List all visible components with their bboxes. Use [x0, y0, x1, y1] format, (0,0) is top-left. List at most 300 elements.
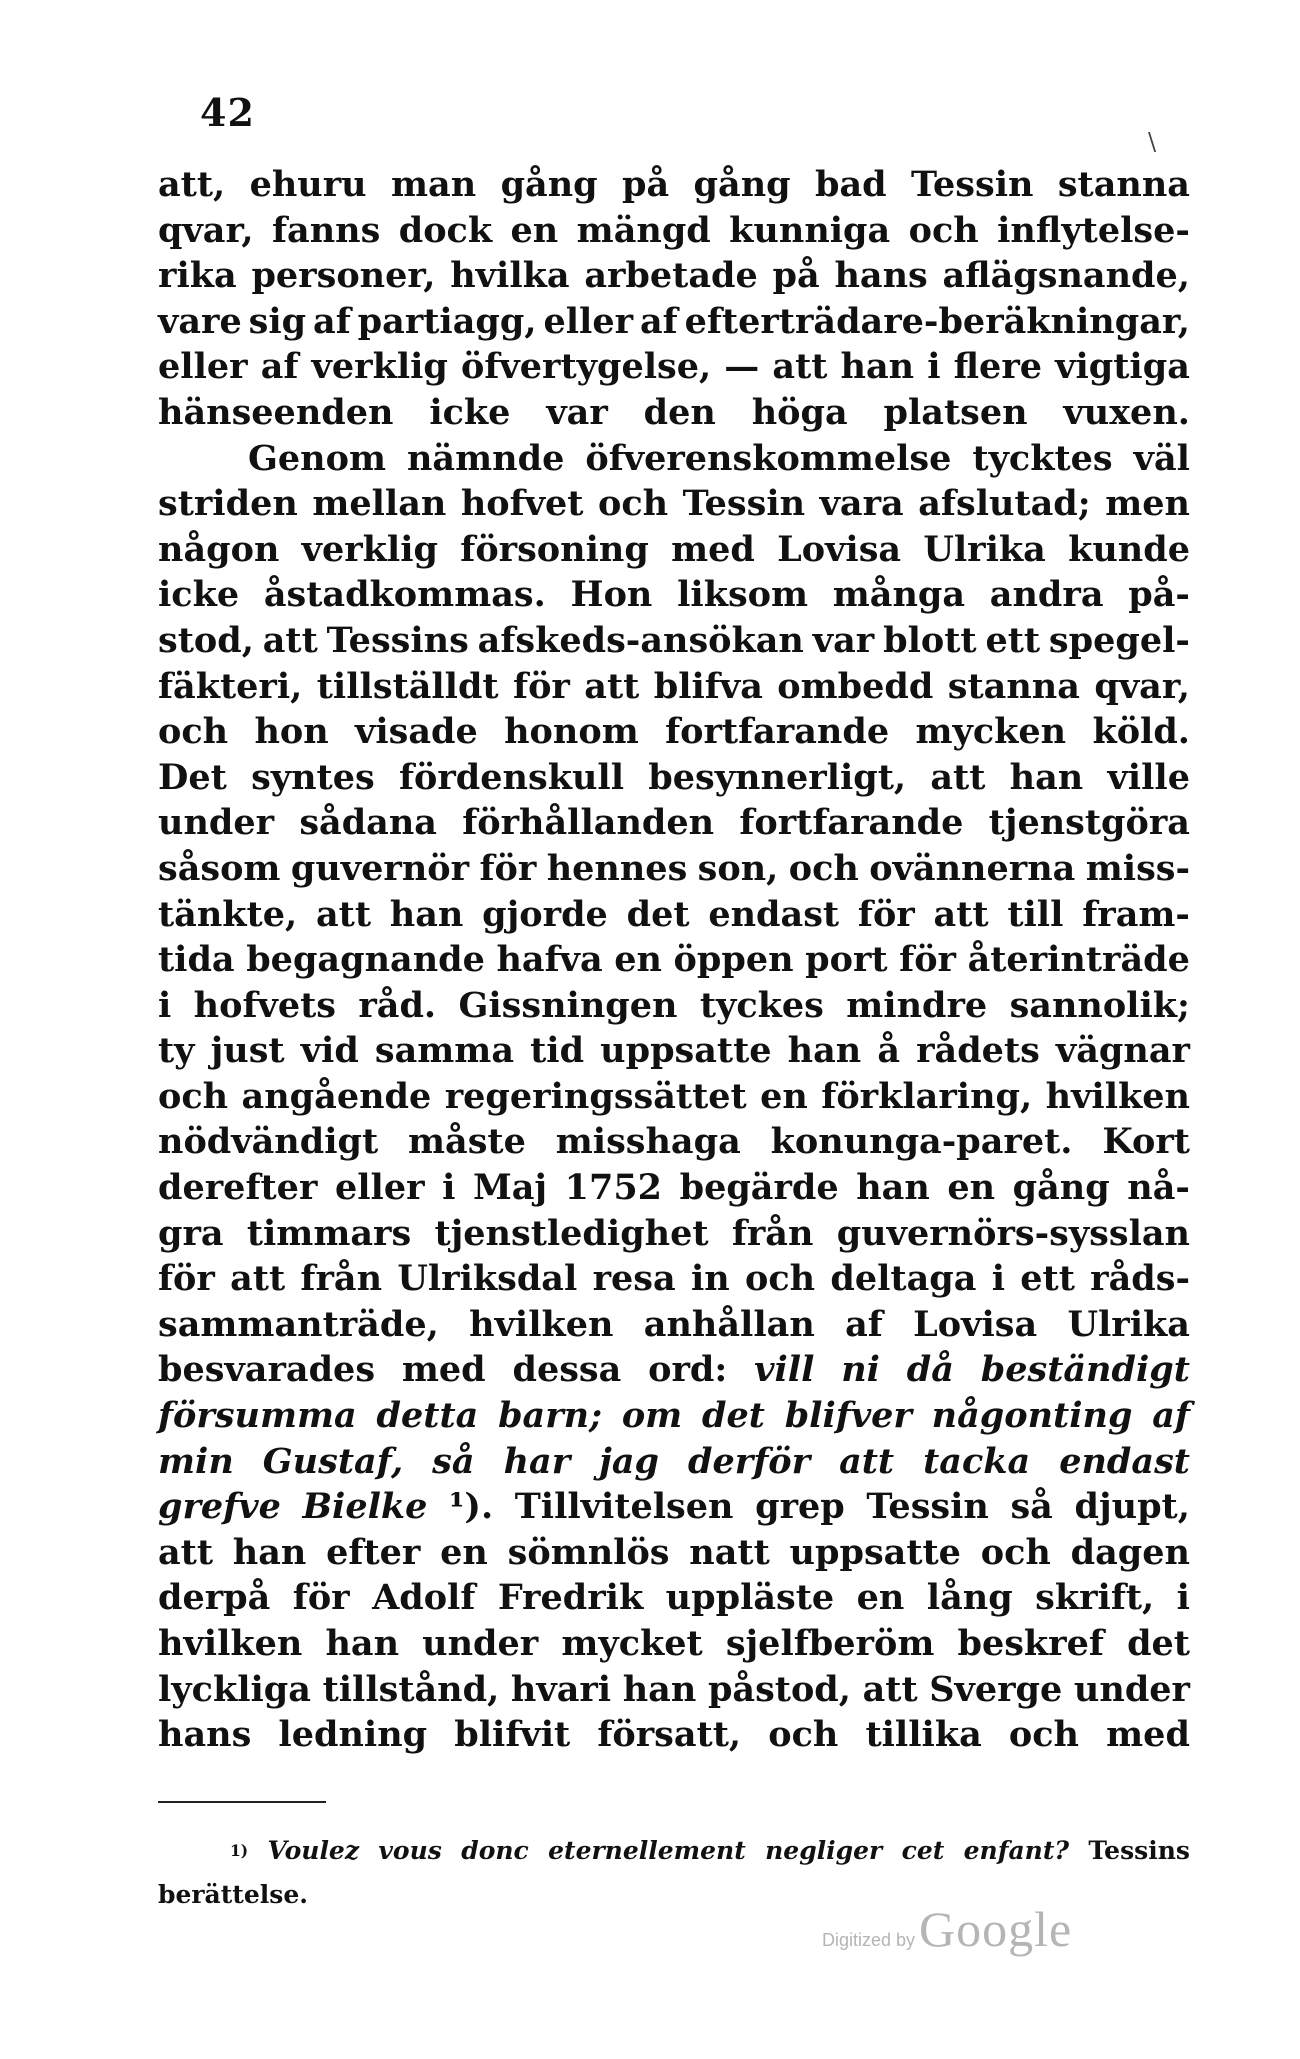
- word: vid: [300, 1030, 359, 1072]
- word: hvilken: [1045, 1075, 1190, 1117]
- word: hofvets: [193, 984, 336, 1026]
- word: fram-: [1082, 893, 1190, 935]
- text-line: [158, 1211, 1190, 1257]
- footnote-word: vous: [378, 1836, 442, 1865]
- word: lång: [926, 1577, 1013, 1619]
- footnote-line-1: [158, 1832, 1190, 1876]
- word: nämnde: [406, 437, 565, 479]
- word: att: [230, 1258, 286, 1300]
- word: Gustaf,: [262, 1440, 404, 1482]
- word: ville: [1107, 756, 1190, 798]
- word: för: [479, 847, 537, 889]
- word: syntes: [251, 756, 375, 798]
- word: ord:: [648, 1349, 728, 1391]
- word: gra: [158, 1212, 224, 1254]
- word: det: [1127, 1623, 1190, 1664]
- word: förklaring,: [821, 1075, 1033, 1117]
- text-line: [158, 1347, 1190, 1393]
- word: den: [643, 391, 716, 433]
- word: han: [840, 346, 915, 388]
- word: hvilken: [469, 1303, 614, 1345]
- word: och: [908, 209, 979, 251]
- word: under: [1073, 1668, 1190, 1710]
- word: af: [845, 1303, 883, 1345]
- word: vigtiga: [1055, 346, 1190, 388]
- word: mycken: [915, 711, 1067, 753]
- word: fortfarande: [665, 711, 890, 753]
- word: striden: [158, 483, 298, 525]
- word: nå-: [1127, 1167, 1190, 1209]
- word: dessa: [512, 1349, 622, 1391]
- word: sådana: [299, 802, 437, 844]
- word: i: [991, 1258, 1005, 1300]
- word: barn;: [498, 1395, 603, 1437]
- word: detta: [376, 1395, 479, 1437]
- digitized-by-google-watermark: [822, 1900, 1072, 1958]
- word: att: [772, 346, 828, 388]
- word: Ulriksdal: [397, 1258, 578, 1300]
- word: han: [1009, 756, 1084, 798]
- word: blifvit: [454, 1714, 571, 1756]
- word: resa: [592, 1258, 676, 1300]
- word: att,: [158, 164, 226, 205]
- word: Gissningen: [458, 984, 678, 1026]
- text-line: [158, 527, 1190, 573]
- word: råd.: [358, 984, 437, 1026]
- word: har: [503, 1440, 571, 1482]
- word: Tillvitelsen: [514, 1486, 734, 1528]
- text-line: [158, 1667, 1190, 1713]
- word: besynnerligt,: [648, 756, 907, 798]
- word: med: [671, 528, 755, 570]
- text-line: [158, 1712, 1190, 1758]
- word: platsen: [883, 391, 1028, 433]
- word: Tessin: [682, 483, 806, 525]
- word: qvar,: [158, 209, 254, 251]
- word: någon: [158, 528, 280, 570]
- word: af: [260, 346, 299, 388]
- word: rika: [158, 255, 237, 297]
- text-line: [158, 1621, 1190, 1667]
- word: guvernörs-sysslan: [836, 1212, 1190, 1254]
- word: liksom: [677, 574, 809, 616]
- word: vuxen.: [1063, 391, 1190, 433]
- word: återinträde: [967, 939, 1190, 981]
- word: försoning: [460, 528, 649, 570]
- word: Tessins: [326, 619, 469, 661]
- word: öfverenskommelse: [585, 437, 952, 479]
- word: mindre: [846, 984, 988, 1026]
- word: port: [805, 939, 888, 981]
- word: af: [1152, 1395, 1190, 1437]
- word: öfvertygelse,: [461, 346, 712, 388]
- word: ¹).: [449, 1486, 494, 1528]
- word: och: [158, 711, 229, 753]
- word: och: [744, 1258, 816, 1300]
- word: han: [389, 893, 464, 935]
- word: visade: [355, 711, 478, 753]
- word: icke: [429, 391, 511, 433]
- word: förhållanden: [462, 802, 715, 844]
- word: natt: [689, 1531, 770, 1573]
- word: i: [158, 984, 172, 1026]
- word: stod,: [158, 619, 254, 661]
- word: en: [510, 209, 559, 251]
- word: flere: [953, 346, 1043, 388]
- word: Ulrika: [923, 528, 1046, 570]
- word: var: [812, 619, 875, 661]
- word: afslutad;: [918, 483, 1091, 525]
- word: miss-: [1085, 847, 1190, 889]
- word: en: [856, 1577, 905, 1619]
- footnote-word: cet: [901, 1836, 945, 1865]
- word: med: [401, 1349, 486, 1391]
- word: begagnande: [246, 939, 485, 981]
- word: för: [899, 939, 956, 981]
- word: vare: [158, 300, 242, 342]
- word: Det: [158, 756, 227, 798]
- word: honom: [504, 711, 639, 753]
- word: råds-: [1090, 1258, 1190, 1300]
- word: eller: [158, 346, 248, 388]
- word: eller: [543, 300, 634, 342]
- text-line: [158, 253, 1190, 299]
- word: han: [622, 1668, 697, 1710]
- word: påstod,: [707, 1668, 851, 1710]
- word: personer,: [251, 255, 436, 297]
- word: icke: [158, 574, 240, 616]
- word: många: [832, 574, 966, 616]
- word: uppsatte: [789, 1531, 961, 1573]
- word: stanna: [1057, 164, 1190, 205]
- word: att: [584, 665, 640, 707]
- word: bad: [815, 164, 887, 205]
- footnote-line-2: berättelse.: [158, 1879, 308, 1909]
- text-line: [158, 1302, 1190, 1348]
- word: han: [325, 1623, 400, 1664]
- word: hvilken: [158, 1623, 303, 1664]
- word: skrift,: [1035, 1577, 1155, 1619]
- word: hvilka: [450, 255, 570, 297]
- word: öppen: [673, 939, 794, 981]
- word: 1752: [564, 1167, 663, 1209]
- word: derpå: [158, 1577, 271, 1619]
- word: andra: [989, 574, 1104, 616]
- text-line: [158, 892, 1190, 938]
- word: konunga-paret.: [770, 1121, 1073, 1163]
- word: ty: [158, 1030, 195, 1072]
- word: på: [772, 255, 820, 297]
- text-line: [158, 1119, 1190, 1165]
- word: nödvändigt: [158, 1121, 379, 1163]
- word: verklig: [301, 528, 439, 570]
- word: på: [622, 164, 670, 205]
- footnote-word: Voulez: [267, 1836, 360, 1865]
- word: sig: [248, 300, 307, 342]
- word: hänseenden: [158, 391, 394, 433]
- word: uppsatte: [600, 1030, 772, 1072]
- word: guvernör: [290, 847, 470, 889]
- word: —: [724, 346, 760, 388]
- word: misshaga: [555, 1121, 741, 1163]
- word: dock: [398, 209, 493, 251]
- word: Tessin: [911, 164, 1034, 205]
- word: samma: [374, 1030, 515, 1072]
- text-line: [158, 162, 1190, 208]
- word: en: [614, 939, 662, 981]
- word: tillställdt: [316, 665, 499, 707]
- word: derefter: [158, 1167, 318, 1209]
- word: angående: [241, 1075, 432, 1117]
- word: tida: [158, 939, 235, 981]
- text-line: [158, 1028, 1190, 1074]
- word: endast: [708, 893, 840, 935]
- word: hennes: [546, 847, 688, 889]
- word: att: [862, 1668, 918, 1710]
- word: lyckliga: [158, 1668, 311, 1710]
- word: och: [1008, 1714, 1079, 1756]
- word: till: [1007, 893, 1064, 935]
- word: köld.: [1092, 711, 1190, 753]
- word: fanns: [271, 209, 381, 251]
- word: kunde: [1068, 528, 1190, 570]
- word: tjenstledighet: [434, 1212, 709, 1254]
- word: gång: [500, 164, 598, 205]
- word: någonting: [931, 1395, 1133, 1437]
- word: af: [313, 300, 351, 342]
- word: ehuru: [249, 164, 367, 205]
- word: såsom: [158, 847, 281, 889]
- word: uppläste: [665, 1577, 835, 1619]
- word: försatt,: [597, 1714, 742, 1756]
- page-number: 42: [200, 90, 255, 135]
- word: en: [947, 1167, 996, 1209]
- word: sannolik;: [1009, 984, 1190, 1026]
- word: att: [933, 893, 989, 935]
- word: grep: [755, 1486, 845, 1528]
- word: afskeds-ansökan: [477, 619, 804, 661]
- text-line: [158, 709, 1190, 755]
- word: och: [980, 1531, 1051, 1573]
- word: min: [158, 1440, 234, 1482]
- word: man: [391, 164, 477, 205]
- word: och: [158, 1075, 229, 1117]
- word: tyckes: [699, 984, 824, 1026]
- word: under: [158, 802, 275, 844]
- footnote-word: enfant?: [963, 1836, 1070, 1865]
- word: mellan: [312, 483, 447, 525]
- word: Genom: [248, 437, 386, 479]
- word: sjelfberöm: [725, 1623, 935, 1664]
- word: sammanträde,: [158, 1303, 439, 1345]
- word: måste: [408, 1121, 526, 1163]
- word: höga: [751, 391, 848, 433]
- word: för: [857, 893, 915, 935]
- word: blott: [883, 619, 977, 661]
- word: ombedd: [777, 665, 934, 707]
- footnote-word: negliger: [765, 1836, 883, 1865]
- word: i: [927, 346, 941, 388]
- word: efter: [326, 1531, 421, 1573]
- word: dagen: [1070, 1531, 1190, 1573]
- word: Lovisa: [913, 1303, 1038, 1345]
- text-line: [158, 937, 1190, 983]
- word: regeringssättet: [444, 1075, 747, 1117]
- word: blifver: [784, 1395, 912, 1437]
- word: inflytelse-: [997, 209, 1190, 251]
- word: Adolf: [372, 1577, 476, 1619]
- word: jag: [599, 1440, 659, 1482]
- word: partiagg,: [357, 300, 537, 342]
- word: ett: [1020, 1258, 1075, 1300]
- footnote-word: donc: [461, 1836, 529, 1865]
- word: kunniga: [729, 209, 891, 251]
- word: att: [930, 756, 986, 798]
- word: tillstånd,: [322, 1668, 500, 1710]
- word: att: [158, 1531, 214, 1573]
- word: anhållan: [643, 1303, 815, 1345]
- word: hans: [834, 255, 928, 297]
- word: att: [262, 619, 318, 661]
- word: å: [877, 1030, 900, 1072]
- word: hvari: [510, 1668, 612, 1710]
- word: sömnlös: [507, 1531, 670, 1573]
- word: väl: [1133, 437, 1190, 479]
- word: tillika: [865, 1714, 982, 1756]
- text-line: [158, 572, 1190, 618]
- word: en: [440, 1531, 488, 1573]
- word: djupt,: [1074, 1486, 1190, 1528]
- word: derför: [688, 1440, 811, 1482]
- text-line: [158, 664, 1190, 710]
- word: tid: [530, 1030, 585, 1072]
- word: efterträdare-beräkningar,: [684, 300, 1190, 342]
- word: gång: [1012, 1167, 1110, 1209]
- word: tjenstgöra: [988, 802, 1190, 844]
- word: aflägsnande,: [942, 255, 1190, 297]
- word: så: [1010, 1486, 1053, 1528]
- google-logo: Google: [919, 1901, 1073, 1957]
- word: Maj: [472, 1167, 548, 1209]
- word: af: [639, 300, 678, 342]
- text-line: [158, 1256, 1190, 1302]
- word: fortfarande: [739, 802, 964, 844]
- word: tacka: [923, 1440, 1031, 1482]
- word: Fredrik: [497, 1577, 644, 1619]
- word: men: [1105, 483, 1190, 525]
- footnote-marker: 1): [230, 1841, 249, 1860]
- word: tycktes: [972, 437, 1113, 479]
- word: att: [839, 1440, 895, 1482]
- text-line: [158, 1165, 1190, 1211]
- text-line: [158, 1530, 1190, 1576]
- text-line: [158, 208, 1190, 254]
- word: från: [731, 1212, 814, 1254]
- text-line: [158, 299, 1190, 345]
- word: spegel-: [1048, 619, 1190, 661]
- text-line: [158, 846, 1190, 892]
- text-line: [158, 1575, 1190, 1621]
- word: ledning: [278, 1714, 428, 1756]
- word: ett: [985, 619, 1041, 661]
- word: gång: [693, 164, 791, 205]
- word: Lovisa: [777, 528, 902, 570]
- word: beskref: [957, 1623, 1104, 1664]
- word: försumma: [158, 1395, 357, 1437]
- word: under: [422, 1623, 539, 1664]
- text-line: [158, 1439, 1190, 1485]
- word: rådets: [916, 1030, 1040, 1072]
- word: qvar,: [1094, 665, 1190, 707]
- word: stanna: [947, 665, 1080, 707]
- word: son,: [697, 847, 779, 889]
- text-line: [158, 1074, 1190, 1120]
- word: det: [702, 1395, 765, 1437]
- word: då: [906, 1349, 954, 1391]
- text-line: [158, 390, 1190, 436]
- footnote-word: Tessins: [1088, 1836, 1190, 1865]
- word: verklig: [311, 346, 448, 388]
- word: in: [690, 1258, 730, 1300]
- word: på-: [1128, 574, 1190, 616]
- word: och: [768, 1714, 839, 1756]
- word: vara: [819, 483, 904, 525]
- word: timmars: [246, 1212, 412, 1254]
- word: hans: [158, 1714, 252, 1756]
- footnote-word: eternellement: [548, 1836, 746, 1865]
- word: Bielke: [302, 1486, 428, 1528]
- word: vägnar: [1055, 1030, 1190, 1072]
- word: med: [1106, 1714, 1190, 1756]
- word: arbetade: [584, 255, 758, 297]
- word: åstadkommas.: [263, 574, 546, 616]
- word: i: [1176, 1577, 1190, 1619]
- word: tänkte,: [158, 893, 298, 935]
- footnote-rule: [158, 1801, 326, 1803]
- word: så: [432, 1440, 475, 1482]
- word: mängd: [576, 209, 711, 251]
- word: och: [598, 483, 669, 525]
- word: Tessin: [866, 1486, 989, 1528]
- word: endast: [1059, 1440, 1190, 1482]
- word: en: [760, 1075, 808, 1117]
- text-line: [158, 1393, 1190, 1439]
- word: gjorde: [482, 893, 608, 935]
- word: om: [621, 1395, 683, 1437]
- word: han: [232, 1531, 307, 1573]
- text-line: [158, 800, 1190, 846]
- text-line: [158, 1484, 1190, 1530]
- word: beständigt: [980, 1349, 1190, 1391]
- word: hofvet: [460, 483, 584, 525]
- word: för: [292, 1577, 350, 1619]
- word: han: [787, 1030, 862, 1072]
- word: Hon: [570, 574, 653, 616]
- text-line: [158, 983, 1190, 1029]
- word: och: [788, 847, 859, 889]
- word: vill: [754, 1349, 815, 1391]
- word: från: [300, 1258, 383, 1300]
- word: att: [315, 893, 371, 935]
- word: mycket: [561, 1623, 703, 1664]
- word: hafva: [496, 939, 603, 981]
- word: fäkteri,: [158, 665, 303, 707]
- text-line: [158, 436, 1190, 482]
- text-line: [158, 755, 1190, 801]
- word: besvarades: [158, 1349, 376, 1391]
- word: i: [442, 1167, 456, 1209]
- word: just: [210, 1030, 285, 1072]
